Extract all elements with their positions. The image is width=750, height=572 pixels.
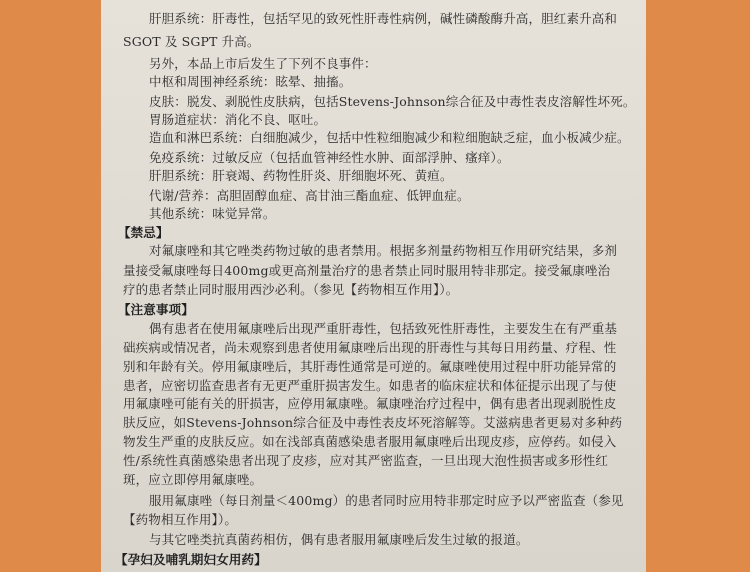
document-page bbox=[101, 0, 646, 572]
text-line: 【药物相互作用】）。 bbox=[123, 512, 238, 527]
text-line: 肤反应，如Stevens-Johnson综合征及中毒性表皮坏死溶解等。艾滋病患者更易对多种药 bbox=[123, 415, 623, 430]
text-line: 服用氟康唑（每日剂量＜400mg）的患者同时应用特非那定时应予以严密监查（参见 bbox=[149, 493, 624, 508]
text-line: 础疾病或情况者，尚未观察到患者使用氟康唑后出现的肝毒性与其每日用药量、疗程、性 bbox=[123, 340, 617, 355]
text-line: 疗的患者禁止同时服用西沙必利。（参见【药物相互作用】）。 bbox=[123, 282, 459, 297]
text-line: 患者，应密切监查患者有无更严重肝损害发生。如患者的临床症状和体征提示出现了与使 bbox=[123, 378, 617, 393]
text-line: SGOT 及 SGPT 升高。 bbox=[123, 34, 260, 49]
text-line: 免疫系统：过敏反应（包括血管神经性水肿、面部浮肿、瘙痒）。 bbox=[149, 150, 510, 165]
text-line: 与其它唑类抗真菌药相仿，偶有患者服用氟康唑后发生过敏的报道。 bbox=[149, 532, 529, 547]
text-line: 造血和淋巴系统：白细胞减少，包括中性粒细胞减少和粒细胞缺乏症，血小板减少症。 bbox=[149, 130, 630, 145]
text-line: 皮肤：脱发、剥脱性皮肤病，包括Stevens-Johnson综合征及中毒性表皮溶解性坏死。 bbox=[149, 94, 636, 109]
section-heading: 【禁忌】 bbox=[118, 225, 169, 240]
text-line: 量接受氟康唑每日400mg或更高剂量治疗的患者禁止同时服用特非那定。接受氟康唑治 bbox=[123, 263, 611, 278]
text-line: 物发生严重的皮肤反应。如在浅部真菌感染患者服用氟康唑后出现皮疹，应停药。如侵入 bbox=[123, 434, 617, 449]
text-line: 别和年龄有关。停用氟康唑后，其肝毒性通常是可逆的。氟康唑使用过程中肝功能异常的 bbox=[123, 359, 617, 374]
text-line: 肝胆系统：肝衰竭、药物性肝炎、肝细胞坏死、黄疸。 bbox=[149, 168, 453, 183]
text-line: 偶有患者在使用氟康唑后出现严重肝毒性，包括致死性肝毒性，主要发生在有严重基 bbox=[149, 321, 618, 336]
text-line: 代谢/营养：高胆固醇血症、高甘油三酯血症、低钾血症。 bbox=[149, 188, 470, 203]
text-line: 用氟康唑可能有关的肝损害，应停用氟康唑。氟康唑治疗过程中，偶有患者出现剥脱性皮 bbox=[123, 396, 617, 411]
text-line: 性/系统性真菌感染患者出现了皮疹，应对其严密监查，一旦出现大泡性损害或多形性红 bbox=[123, 453, 609, 468]
text-line: 中枢和周围神经系统：眩晕、抽搐。 bbox=[149, 74, 352, 89]
text-line: 胃肠道症状：消化不良、呕吐。 bbox=[149, 112, 327, 127]
text-line: 斑，应立即停用氟康唑。 bbox=[123, 472, 263, 487]
text-line: 对氟康唑和其它唑类药物过敏的患者禁用。根据多剂量药物相互作用研究结果，多剂 bbox=[149, 243, 618, 258]
text-line: 其他系统：味觉异常。 bbox=[149, 206, 276, 221]
section-heading: 【注意事项】 bbox=[118, 302, 194, 317]
section-heading: 【孕妇及哺乳期妇女用药】 bbox=[115, 552, 267, 567]
text-line: 肝胆系统：肝毒性，包括罕见的致死性肝毒性病例，碱性磷酸酶升高，胆红素升高和 bbox=[149, 11, 618, 26]
text-line: 另外，本品上市后发生了下列不良事件： bbox=[149, 56, 377, 71]
